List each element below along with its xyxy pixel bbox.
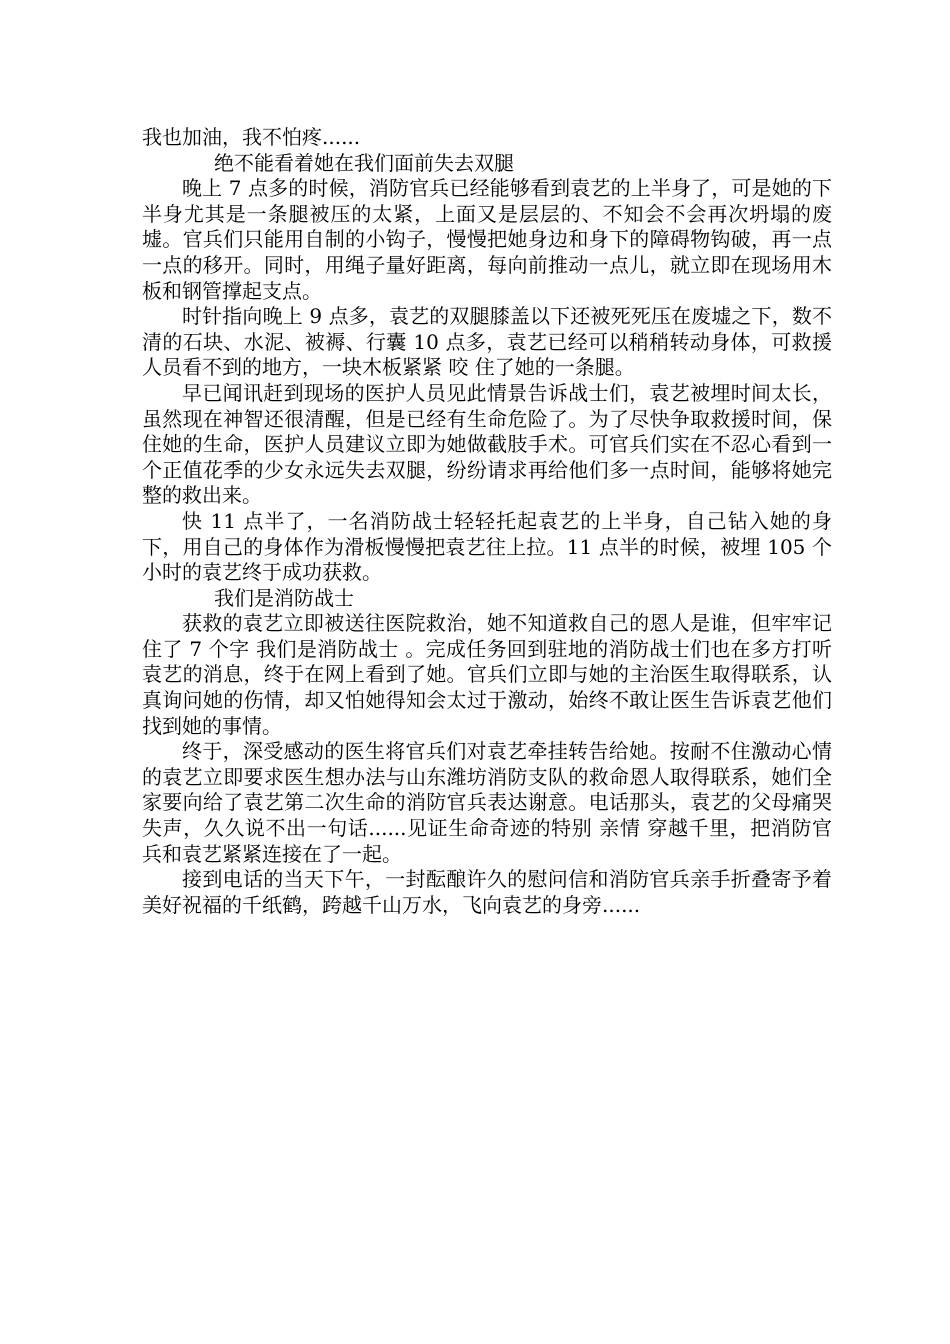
paragraph: 时针指向晚上 9 点多，袁艺的双腿膝盖以下还被死死压在废墟之下，数不清的石块、水泥、被褥、行囊 10 点多，袁艺已经可以稍稍转动身体，可救援人员看不到的地方，一块木板紧紧 咬 住了她的一条腿。 <box>142 304 832 380</box>
section-heading: 绝不能看着她在我们面前失去双腿 <box>214 150 514 175</box>
paragraph: 早已闻讯赶到现场的医护人员见此情景告诉战士们，袁艺被埋时间太长，虽然现在神智还很清醒，但是已经有生命危险了。为了尽快争取救援时间，保住她的生命，医护人员建议立即为她做截肢手术。可官兵们实在不忍心看到一个正值花季的少女永远失去双腿，纷纷请求再给他们多一点时间，能够将她完整的救出来。 <box>142 380 832 508</box>
document-body <box>142 125 832 918</box>
paragraph: 获救的袁艺立即被送往医院救治，她不知道救自己的恩人是谁，但牢牢记住了 7 个字 我们是消防战士 。完成任务回到驻地的消防战士们也在多方打听袁艺的消息，终于在网上看到了她。官兵们立即与她的主治医生取得联系，认真询问她的伤情，却又怕她得知会太过于激动，始终不敢让医生告诉袁艺他们找到她的事情。 <box>142 611 832 738</box>
paragraph-continuation: 我也加油，我不怕疼...... <box>142 125 361 149</box>
paragraph: 晚上 7 点多的时候，消防官兵已经能够看到袁艺的上半身了，可是她的下半身尤其是一条腿被压的太紧，上面又是层层的、不知会不会再次坍塌的废墟。官兵们只能用自制的小钩子，慢慢把她身边和身下的障碍物钩破，再一点一点的移开。同时，用绳子量好距离，每向前推动一点儿，就立即在现场用木板和钢管撑起支点。 <box>142 176 832 303</box>
section-heading: 我们是消防战士 <box>214 585 354 610</box>
paragraph: 终于，深受感动的医生将官兵们对袁艺牵挂转告给她。按耐不住激动心情的袁艺立即要求医生想办法与山东潍坊消防支队的救命恩人取得联系，她们全家要向给了袁艺第二次生命的消防官兵表达谢意。电话那头，袁艺的父母痛哭失声，久久说不出一句话......见证生命奇迹的特别 亲情 穿越千里，把消防官兵和袁艺紧紧连接在了一起。 <box>142 739 832 866</box>
paragraph: 快 11 点半了，一名消防战士轻轻托起袁艺的上半身，自己钻入她的身下，用自己的身体作为滑板慢慢把袁艺往上拉。11 点半的时候，被埋 105 个小时的袁艺终于成功获救。 <box>142 508 832 585</box>
paragraph: 接到电话的当天下午，一封酝酿许久的慰问信和消防官兵亲手折叠寄予着美好祝福的千纸鹤，跨越千山万水，飞向袁艺的身旁...... <box>142 867 832 917</box>
